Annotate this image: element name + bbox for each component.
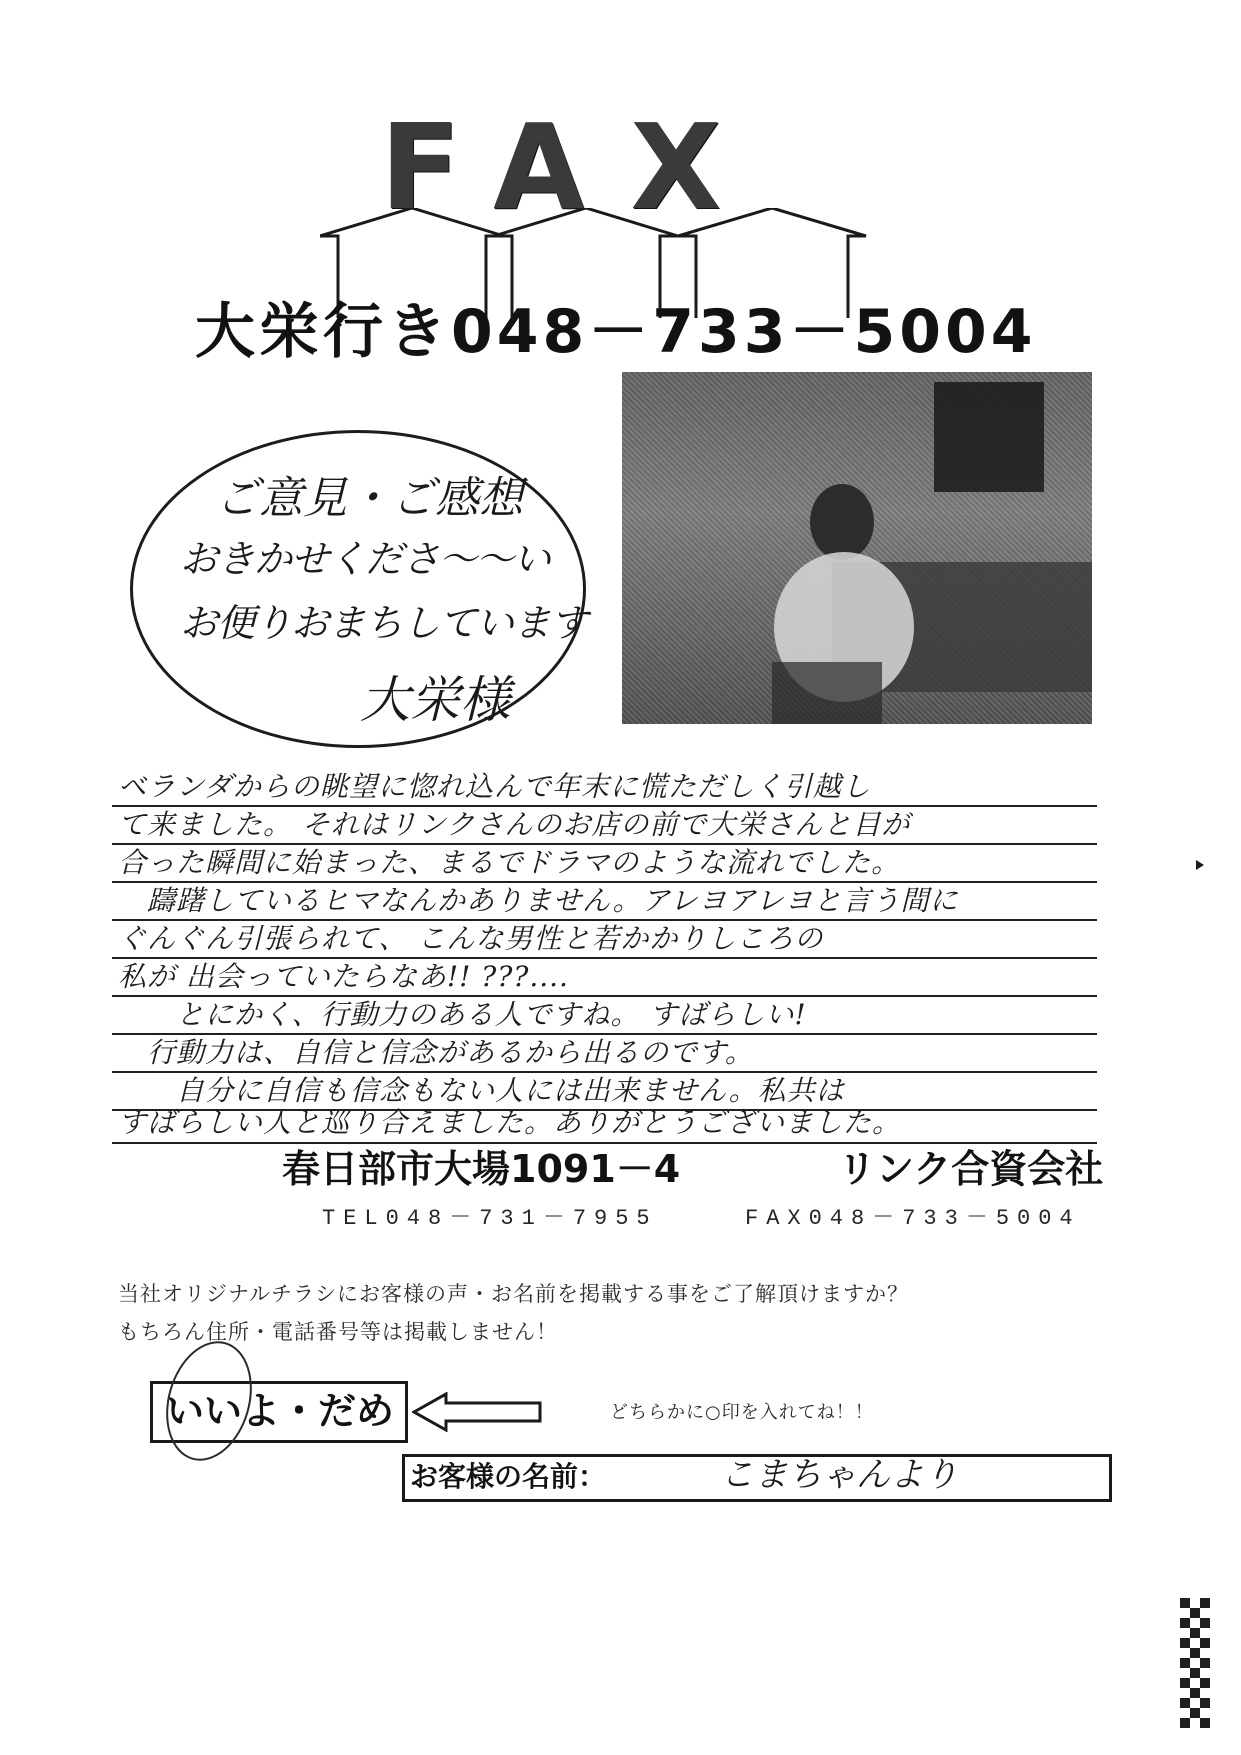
letter-line: ベランダからの眺望に惚れ込んで年末に慌ただしく引越し bbox=[118, 770, 871, 803]
ruled-line bbox=[112, 957, 1097, 959]
letter-line: とにかく、行動力のある人ですね。 すばらしい! bbox=[118, 998, 807, 1031]
letter-line: すばらしい人と巡り合えました。ありがとうございました。 bbox=[118, 1106, 902, 1139]
letter-line: 躊躇しているヒマなんかありません。アレヨアレヨと言う間に bbox=[118, 884, 959, 917]
fax-title: FAX bbox=[380, 98, 768, 236]
ruled-line bbox=[112, 881, 1097, 883]
company-fax: FAX048－733－5004 bbox=[745, 1206, 1081, 1231]
destination-fax-number: 大栄行き048－733－5004 bbox=[195, 297, 1037, 367]
company-address: 春日部市大場1091－4 bbox=[282, 1147, 681, 1191]
customer-name-value: こまちゃんより bbox=[720, 1455, 958, 1495]
hand-drawn-circle-mark bbox=[153, 1331, 265, 1471]
consent-question: 当社オリジナルチラシにお客様の声・お名前を掲載する事をご了解頂けますか？ bbox=[118, 1282, 909, 1306]
checker-pattern-icon bbox=[1180, 1598, 1210, 1734]
letter-line: 合った瞬間に始まった、まるでドラマのような流れでした。 bbox=[118, 846, 901, 879]
ruled-line bbox=[112, 995, 1097, 997]
letter-line: 私が 出会っていたらなあ!! ???.... bbox=[118, 960, 569, 993]
photo-content bbox=[622, 372, 1092, 724]
company-tel: TEL048－731－7955 bbox=[322, 1206, 658, 1231]
bubble-line: お便りおまちしています bbox=[180, 601, 588, 645]
ruled-line bbox=[112, 843, 1097, 845]
letter-line: ぐんぐん引張られて、 こんな男性と若かかりしころの bbox=[118, 922, 824, 955]
consent-choice[interactable]: いいよ・だめ bbox=[166, 1389, 395, 1433]
bubble-line: おきかせくださ〜〜い bbox=[180, 537, 551, 581]
ruled-line bbox=[112, 1142, 1097, 1144]
consent-note: もちろん住所・電話番号等は掲載しません！ bbox=[118, 1320, 558, 1344]
bubble-signature: 大栄様 bbox=[360, 671, 510, 729]
letter-line: 自分に自信も信念もない人には出来ません。私共は bbox=[118, 1074, 845, 1107]
ruled-line bbox=[112, 1071, 1097, 1073]
letter-line: 行動力は、自信と信念があるから出るのです。 bbox=[118, 1036, 754, 1069]
ruled-line bbox=[112, 919, 1097, 921]
letter-line: て来ました。 それはリンクさんのお店の前で大栄さんと目が bbox=[118, 808, 911, 841]
bubble-line: ご意見・ご感想 bbox=[215, 473, 523, 524]
customer-photo bbox=[622, 372, 1092, 724]
ruled-line bbox=[112, 1033, 1097, 1035]
margin-mark-icon bbox=[1196, 860, 1204, 870]
company-name: リンク合資会社 bbox=[838, 1147, 1104, 1191]
left-arrow-icon bbox=[412, 1392, 542, 1432]
customer-name-label: お客様の名前： bbox=[410, 1460, 607, 1493]
choice-instruction: どちらかに○印を入れてね！！ bbox=[610, 1402, 874, 1423]
ruled-line bbox=[112, 805, 1097, 807]
